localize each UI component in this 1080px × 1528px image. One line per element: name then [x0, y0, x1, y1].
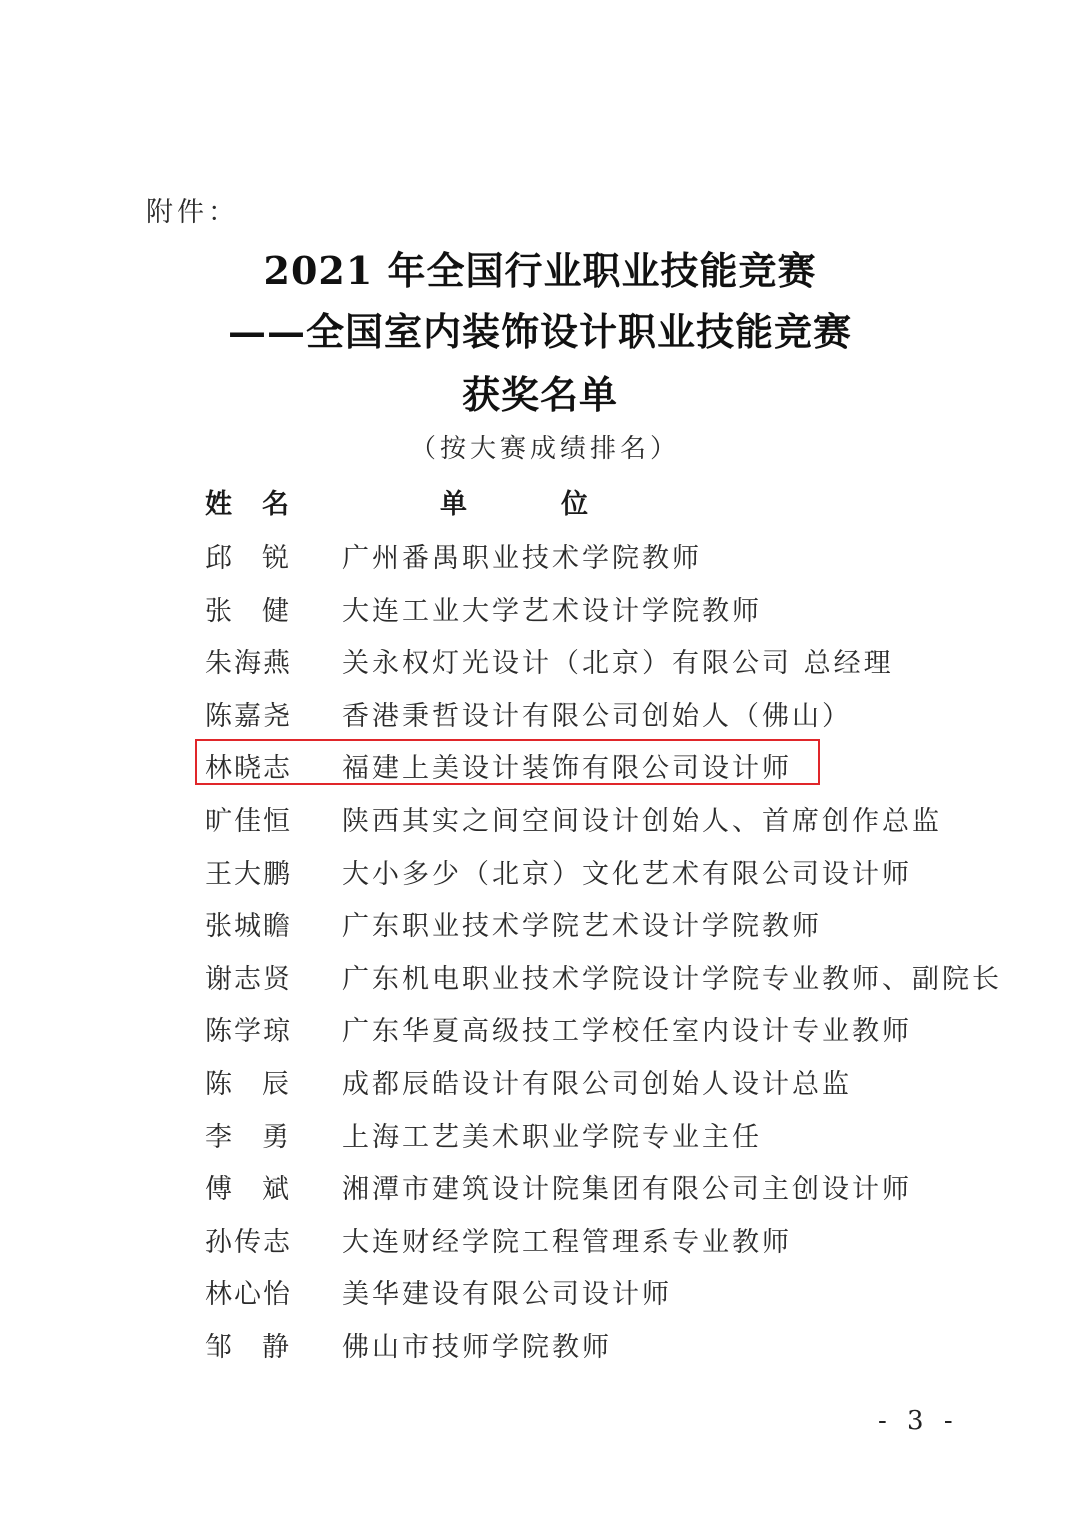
- page-number: - 3 -: [878, 1406, 959, 1436]
- title-line-2: ——全国室内装饰设计职业技能竞赛: [227, 309, 852, 354]
- winner-name: 张城瞻: [205, 911, 292, 942]
- list-item: [0, 1109, 1080, 1159]
- list-item: [0, 688, 1080, 738]
- winner-name: 谢志贤: [205, 964, 292, 995]
- winner-name: 张健: [205, 596, 319, 627]
- winner-name: 邹静: [205, 1332, 319, 1363]
- winner-unit: 成都辰皓设计有限公司创始人设计总监: [342, 1069, 852, 1100]
- winner-unit: 陕西其实之间空间设计创始人、首席创作总监: [342, 806, 942, 837]
- winner-name: 陈辰: [205, 1069, 319, 1100]
- list-item: [0, 1319, 1080, 1369]
- list-item: [0, 1161, 1080, 1211]
- title-line-1: 2021 年全国行业职业技能竞赛: [263, 248, 817, 293]
- winner-unit: 大小多少（北京）文化艺术有限公司设计师: [342, 859, 912, 890]
- winner-name: 旷佳恒: [205, 806, 292, 837]
- list-item: [0, 530, 1080, 580]
- winner-unit: 福建上美设计装饰有限公司设计师: [342, 753, 792, 784]
- attachment-label: 附件：: [146, 197, 239, 228]
- winner-unit: 上海工艺美术职业学院专业主任: [342, 1122, 762, 1153]
- winner-unit: 美华建设有限公司设计师: [342, 1279, 672, 1310]
- list-item: [0, 1266, 1080, 1316]
- winner-name: 陈学琼: [205, 1016, 292, 1047]
- winner-unit: 香港秉哲设计有限公司创始人（佛山）: [342, 701, 852, 732]
- winner-name: 林晓志: [205, 753, 292, 784]
- winner-unit: 广州番禺职业技术学院教师: [342, 543, 702, 574]
- winner-unit: 广东华夏高级技工学校任室内设计专业教师: [342, 1016, 912, 1047]
- winner-name: 孙传志: [205, 1227, 292, 1258]
- list-item: [0, 583, 1080, 633]
- winner-name: 傅斌: [205, 1174, 319, 1205]
- highlight-box: [195, 739, 820, 785]
- list-item: [0, 951, 1080, 1001]
- winner-unit: 佛山市技师学院教师: [342, 1332, 612, 1363]
- list-item: [0, 1003, 1080, 1053]
- list-item: [0, 1056, 1080, 1106]
- winner-unit: 大连工业大学艺术设计学院教师: [342, 596, 762, 627]
- list-item: [0, 635, 1080, 685]
- winner-name: 林心怡: [205, 1279, 292, 1310]
- winner-name: 陈嘉尧: [205, 701, 292, 732]
- winner-name: 朱海燕: [205, 648, 292, 679]
- winner-name: 李勇: [205, 1122, 319, 1153]
- column-header-unit: 单位: [440, 489, 682, 520]
- winner-name: 邱锐: [205, 543, 319, 574]
- winner-unit: 关永权灯光设计（北京）有限公司 总经理: [342, 648, 894, 679]
- winner-unit: 湘潭市建筑设计院集团有限公司主创设计师: [342, 1174, 912, 1205]
- list-item: [0, 1214, 1080, 1264]
- winner-unit: 广东职业技术学院艺术设计学院教师: [342, 911, 822, 942]
- winner-name: 王大鹏: [205, 859, 292, 890]
- list-item: [0, 793, 1080, 843]
- title-line-3: 获奖名单: [461, 372, 618, 417]
- winner-unit: 广东机电职业技术学院设计学院专业教师、副院长: [342, 964, 1002, 995]
- winner-unit: 大连财经学院工程管理系专业教师: [342, 1227, 792, 1258]
- list-item: [0, 898, 1080, 948]
- list-item: [0, 846, 1080, 896]
- ranking-note: （按大赛成绩排名）: [409, 434, 680, 464]
- column-header-name: 姓名: [205, 489, 319, 520]
